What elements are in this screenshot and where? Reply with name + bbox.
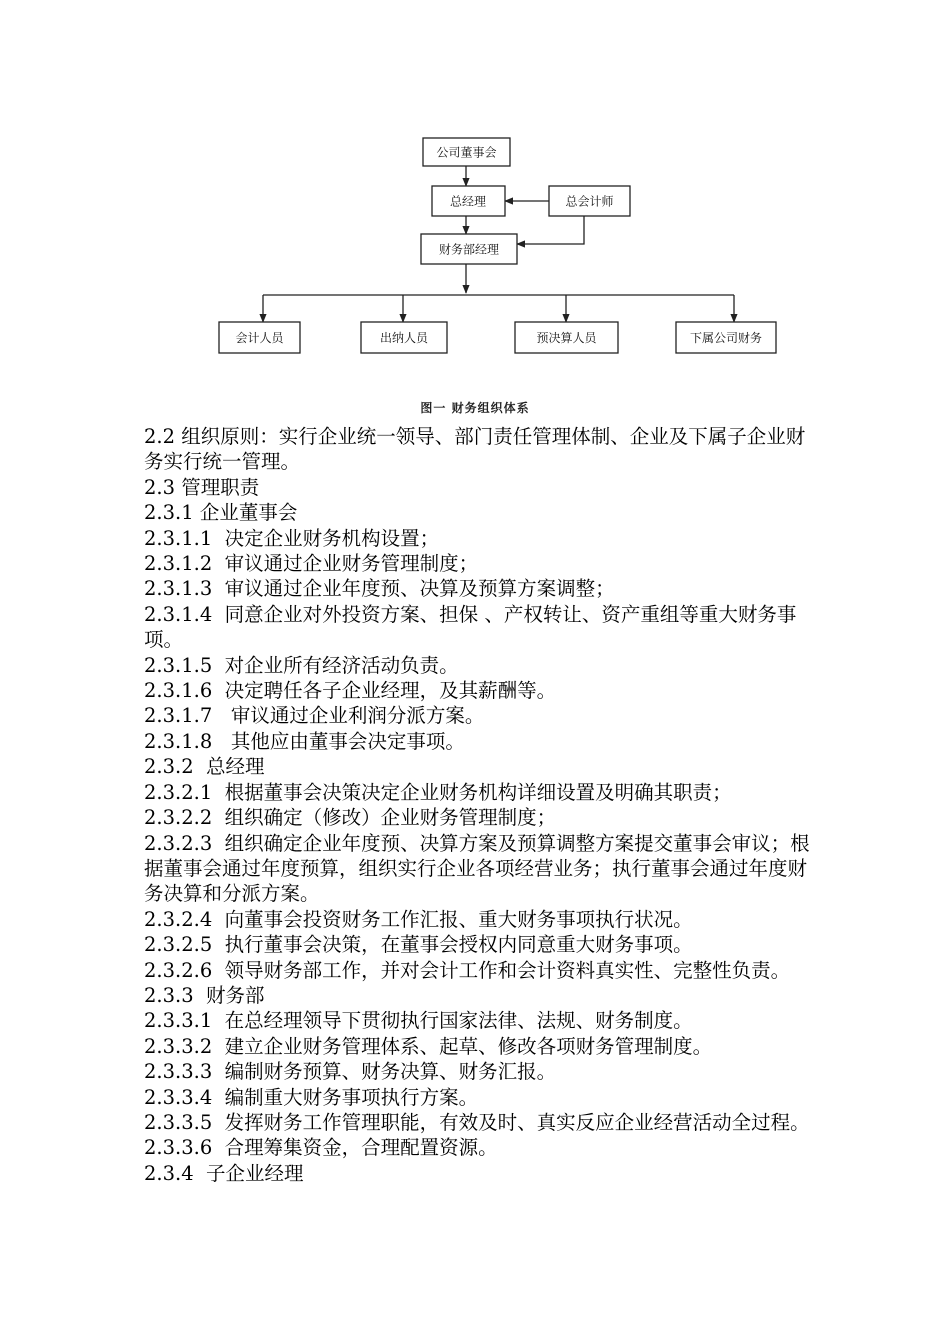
node-cashier xyxy=(361,322,447,353)
node-cfo-label: 总会计师 xyxy=(565,194,614,209)
node-finance-manager xyxy=(421,234,517,264)
list-item: 2.3.2.4 向董事会投资财务工作汇报、重大财务事项执行状况。 xyxy=(144,907,693,931)
section-heading: 2.3 管理职责 xyxy=(144,475,260,499)
list-item: 2.3.1.8 其他应由董事会决定事项。 xyxy=(144,729,465,753)
node-budget xyxy=(515,322,618,353)
list-item: 2.3.1.6 决定聘任各子企业经理，及其薪酬等。 xyxy=(144,679,557,703)
node-gm xyxy=(432,186,505,216)
node-finance-manager-label: 财务部经理 xyxy=(438,242,500,257)
node-gm-label: 总经理 xyxy=(449,194,487,209)
document-body xyxy=(144,424,814,1186)
node-accountant-label: 会计人员 xyxy=(235,331,284,345)
figure-caption: 图一 财务组织体系 xyxy=(420,401,530,415)
node-budget-label: 预决算人员 xyxy=(536,331,597,345)
list-item: 2.3.1.2 审议通过企业财务管理制度； xyxy=(144,552,479,576)
list-item: 2.3.1.1 决定企业财务机构设置； xyxy=(144,526,440,550)
node-cfo xyxy=(549,186,630,216)
node-accountant xyxy=(219,322,300,353)
node-board-label: 公司董事会 xyxy=(436,145,497,160)
list-item: 2.3.1.5 对企业所有经济活动负责。 xyxy=(144,653,459,677)
node-cashier-label: 出纳人员 xyxy=(379,331,429,345)
list-item: 2.3.1.4 同意企业对外投资方案、担保 、产权转让、资产重组等重大财务事项。 xyxy=(144,602,797,652)
list-item: 2.3.3.5 发挥财务工作管理职能，有效及时、真实反应企业经营活动全过程。 xyxy=(144,1110,810,1134)
subsection-heading: 2.3.3 财务部 xyxy=(144,983,265,1007)
list-item: 2.3.3.4 编制重大财务事项执行方案。 xyxy=(144,1085,479,1109)
subsection-heading: 2.3.4 子企业经理 xyxy=(144,1161,304,1185)
node-sub-finance xyxy=(676,322,776,353)
list-item: 2.3.2.2 组织确定（修改）企业财务管理制度； xyxy=(144,806,557,830)
org-chart xyxy=(0,0,950,400)
subsection-heading: 2.3.2 总经理 xyxy=(144,755,265,779)
edge-cfo-finmgr xyxy=(517,216,584,244)
paragraph: 2.2 组织原则：实行企业统一领导、部门责任管理体制、企业及下属子企业财务实行统一管理。 xyxy=(144,425,806,474)
list-item: 2.3.1.3 审议通过企业年度预、决算及预算方案调整； xyxy=(144,577,615,601)
subsection-heading: 2.3.1 企业董事会 xyxy=(144,501,298,525)
node-board xyxy=(423,138,510,166)
list-item: 2.3.2.5 执行董事会决策，在董事会授权内同意重大财务事项。 xyxy=(144,933,693,957)
node-sub-finance-label: 下属公司财务 xyxy=(689,331,763,345)
list-item: 2.3.2.3 组织确定企业年度预、决算方案及预算调整方案提交董事会审议；根据董事会通过年度预算，组织实行企业各项经营业务；执行董事会通过年度财务决算和分派方案。 xyxy=(144,831,810,906)
list-item: 2.3.3.2 建立企业财务管理体系、起草、修改各项财务管理制度。 xyxy=(144,1034,713,1058)
list-item: 2.3.3.6 合理筹集资金，合理配置资源。 xyxy=(144,1136,498,1160)
list-item: 2.3.1.7 审议通过企业利润分派方案。 xyxy=(144,704,485,728)
list-item: 2.3.3.3 编制财务预算、财务决算、财务汇报。 xyxy=(144,1060,557,1084)
list-item: 2.3.2.6 领导财务部工作，并对会计工作和会计资料真实性、完整性负责。 xyxy=(144,958,791,982)
list-item: 2.3.2.1 根据董事会决策决定企业财务机构详细设置及明确其职责； xyxy=(144,780,732,804)
list-item: 2.3.3.1 在总经理领导下贯彻执行国家法律、法规、财务制度。 xyxy=(144,1009,693,1033)
